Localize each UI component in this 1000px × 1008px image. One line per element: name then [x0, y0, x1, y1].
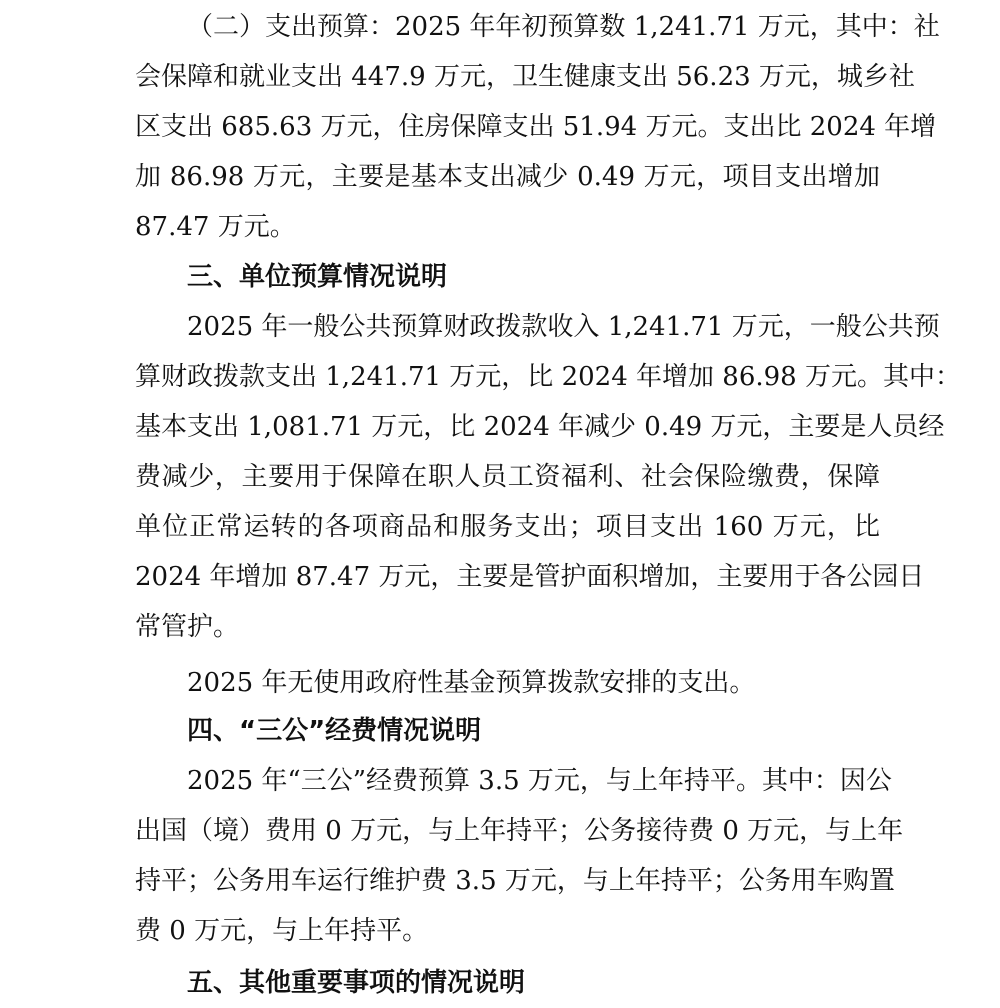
- paragraph-unit-budget-line-7: 常管护。: [135, 612, 240, 642]
- paragraph-three-public-line-1: 2025 年“三公”经费预算 3.5 万元，与上年持平。其中：因公: [187, 766, 892, 796]
- paragraph-unit-budget-line-2: 算财政拨款支出 1,241.71 万元，比 2024 年增加 86.98 万元。其中：: [135, 362, 961, 392]
- paragraph-three-public-line-3: 持平；公务用车运行维护费 3.5 万元，与上年持平；公务用车购置: [135, 866, 895, 896]
- section-heading-unit-budget: 三、单位预算情况说明: [187, 262, 448, 292]
- paragraph-expenditure-budget-line-2: 会保障和就业支出 447.9 万元，卫生健康支出 56.23 万元，城乡社: [135, 62, 915, 92]
- paragraph-unit-budget-line-5: 单位正常运转的各项商品和服务支出；项目支出 160 万元，比: [135, 512, 880, 542]
- paragraph-three-public-line-2: 出国（境）费用 0 万元，与上年持平；公务接待费 0 万元，与上年: [135, 816, 904, 846]
- section-heading-other-matters: 五、其他重要事项的情况说明: [187, 968, 526, 998]
- paragraph-three-public-line-4: 费 0 万元，与上年持平。: [135, 916, 429, 946]
- paragraph-expenditure-budget-line-4: 加 86.98 万元，主要是基本支出减少 0.49 万元，项目支出增加: [135, 162, 880, 192]
- section-heading-three-public-expenses: 四、“三公”经费情况说明: [187, 716, 482, 746]
- paragraph-expenditure-budget-line-5: 87.47 万元。: [135, 212, 296, 242]
- paragraph-unit-budget-line-4: 费减少，主要用于保障在职人员工资福利、社会保险缴费，保障: [135, 462, 880, 492]
- paragraph-unit-budget-line-3: 基本支出 1,081.71 万元，比 2024 年减少 0.49 万元，主要是人员经: [135, 412, 945, 442]
- paragraph-unit-budget-line-1: 2025 年一般公共预算财政拨款收入 1,241.71 万元，一般公共预: [187, 312, 940, 342]
- paragraph-government-fund: 2025 年无使用政府性基金预算拨款安排的支出。: [187, 668, 756, 698]
- paragraph-unit-budget-line-6: 2024 年增加 87.47 万元，主要是管护面积增加，主要用于各公园日: [135, 562, 925, 592]
- paragraph-expenditure-budget-line-1: （二）支出预算：2025 年年初预算数 1,241.71 万元，其中：社: [187, 12, 940, 42]
- paragraph-expenditure-budget-line-3: 区支出 685.63 万元，住房保障支出 51.94 万元。支出比 2024 年增: [135, 112, 937, 142]
